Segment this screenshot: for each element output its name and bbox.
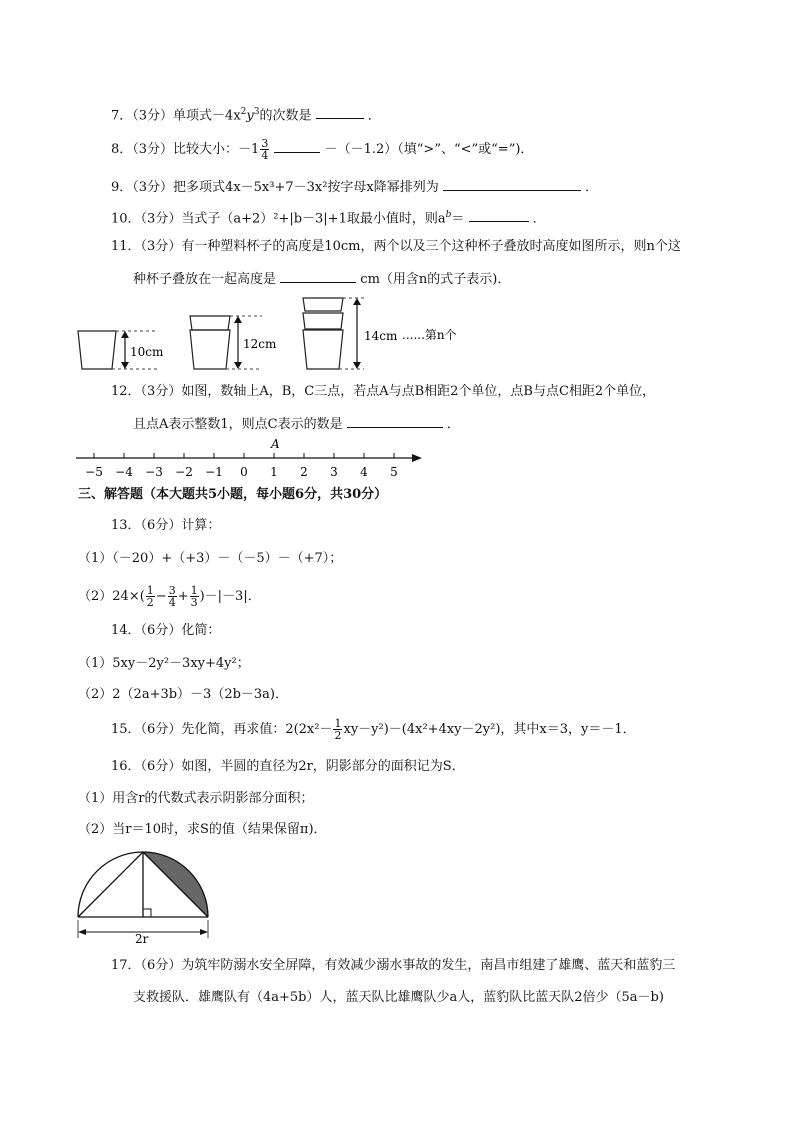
question-17-line2: 支救援队．雄鹰队有（4a+5b）人，蓝天队比雄鹰队少a人，蓝豹队比蓝天队2倍少（5a－b) [133,990,664,1005]
number-line-tick-label: 0 [240,465,248,479]
cup-stack-two [190,316,277,369]
question-13-part2: （2）24×( $\frac{1}{2}$ − $\frac{3}{4}$ + $\frac{1}{3}$ )－|－3|． [78,584,261,609]
question-7: 7．（3分）单项式$-4x^2y^3$的次数是 ． [111,103,381,125]
cup-single [78,331,164,369]
question-13-title: 13．（6分）计算： [111,518,221,533]
cup-stack-three [303,298,398,369]
answer-blank-12[interactable] [347,413,443,428]
question-11-line1: 11．（3分）有一种塑料杯子的高度是10cm，两个以及三个这种杯子叠放时高度如图所示，则n个这 [111,239,681,254]
question-10: 10．（3分）当式子（a+2）²+|b－3|+1取最小值时，则$a^b=$ ． [111,206,546,228]
question-13-part1: （1）（－20）+（+3）－（－5）－（+7）； [78,551,343,566]
answer-blank-8[interactable] [274,138,320,153]
section-3-heading: 三、解答题（本大题共5小题，每小题6分，共30分） [78,487,388,502]
question-12-line2: 且点A表示整数1，则点C表示的数是 ． [133,413,460,434]
question-15: 15．（6分）先化简，再求值：2(2x²－ $\frac{1}{2}$ xy－y²)－(4x²+4xy－2y²)，其中x＝3，y＝－1． [111,717,636,742]
number-line-tick-label: −2 [175,465,193,479]
number-line [72,436,432,482]
number-line-tick-label: −5 [85,465,103,479]
number-line-tick-label: 2 [300,465,308,479]
number-line-tick-label: −4 [115,465,133,479]
number-line-tick-label: 3 [330,465,338,479]
stacked-cups-figure [72,293,472,378]
question-16-title: 16．（6分）如图，半圆的直径为2r，阴影部分的面积记为S． [111,759,465,774]
question-8: 8．（3分）比较大小：－1 $\frac{3}{4}$ －（－1.2）（填“>”、“<”或“=”)． [111,137,534,162]
point-a-label: A [271,437,280,451]
number-line-tick-label: −1 [205,465,223,479]
fraction-3-4: $\frac{3}{4}$ [261,137,269,162]
cup-label-12cm: 12cm [243,337,277,351]
number-line-tick-label: 4 [360,465,368,479]
number-line-tick-label: 5 [390,465,398,479]
answer-blank-9[interactable] [443,176,581,191]
cup-label-10cm: 10cm [130,345,164,359]
question-12-line1: 12．（3分）如图，数轴上A，B，C三点，若点A与点B相距2个单位，点B与点C相距2个单位， [111,384,656,399]
question-11-line2: 种杯子叠放在一起高度是 cm（用含n的式子表示)． [133,268,510,289]
question-9: 9．（3分）把多项式4x－5x³+7－3x²按字母x降幂排列为 ． [111,176,598,197]
question-14-part1: （1）5xy－2y²－3xy+4y²； [78,656,250,671]
semicircle-figure [72,844,217,944]
question-16-part1: （1）用含r的代数式表示阴影部分面积； [78,791,314,806]
answer-blank-10[interactable] [469,207,529,222]
diameter-label: 2r [135,932,149,944]
answer-blank-7[interactable] [316,104,364,119]
answer-blank-11[interactable] [280,268,356,283]
question-16-part2: （2）当r＝10时，求S的值（结果保留π)． [78,822,327,837]
question-14-part2: （2）2（2a+3b）－3（2b－3a)． [78,687,289,702]
question-17-line1: 17．（6分）为筑牢防溺水安全屏障，有效减少溺水事故的发生，南昌市组建了雄鹰、蓝天和蓝豹三 [111,958,676,973]
cup-nth-label: ......第n个 [402,328,457,342]
number-line-tick-label: −3 [145,465,163,479]
cup-label-14cm: 14cm [364,329,398,343]
question-14-title: 14．（6分）化简： [111,623,221,638]
number-line-tick-label: 1 [270,465,278,479]
